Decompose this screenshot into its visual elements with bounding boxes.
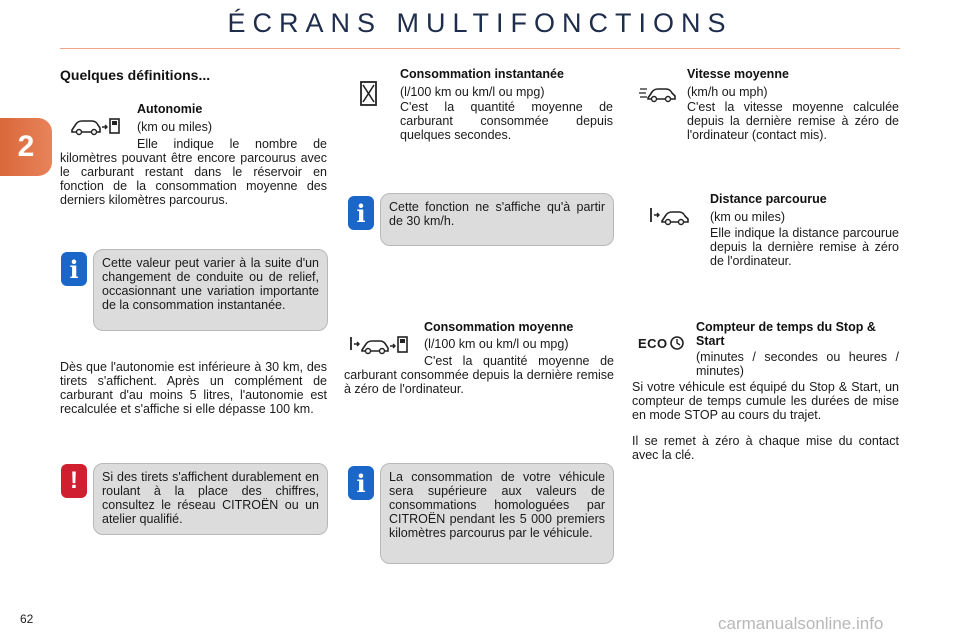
distance-description: Elle indique la distance parcourue depuis la dernière remise à zéro de l'ordinateur. xyxy=(710,226,899,268)
conso-moy-unit: (l/100 km ou km/l ou mpg) xyxy=(424,337,569,351)
conso-inst-unit: (l/100 km ou km/l ou mpg) xyxy=(400,85,545,99)
compteur-title: Compteur de temps du Stop & Start xyxy=(696,320,876,348)
average-consumption-icon xyxy=(348,334,412,356)
compteur-unit: (minutes / secondes ou heures / minutes) xyxy=(696,350,899,378)
autonomie-description: Elle indique le nombre de kilomètres pouvant être encore parcourus avec le carburant restant dans le réservoir en fonction de la consommation moyenne des derniers kilomètres parcourus. xyxy=(60,137,327,207)
chapter-tab: 2 xyxy=(0,118,52,176)
fuel-range-icon xyxy=(70,116,122,136)
eco-label: ECO xyxy=(638,335,668,351)
compteur-description: Si votre véhicule est équipé du Stop & Start, un compteur de temps cumule les durées de mise en mode STOP au cours du trajet. xyxy=(632,380,899,422)
header-divider xyxy=(60,48,900,49)
info-icon: i xyxy=(348,196,374,230)
clock-icon xyxy=(669,335,685,351)
vitesse-title: Vitesse moyenne xyxy=(687,67,789,81)
page-number: 62 xyxy=(20,612,34,626)
instant-consumption-icon xyxy=(359,80,379,108)
info-note-speed: Cette fonction ne s'affiche qu'à partir de 30 km/h. xyxy=(380,193,614,246)
autonomie-title: Autonomie xyxy=(137,102,203,116)
distance-icon xyxy=(648,205,690,227)
page-title: ÉCRANS MULTIFONCTIONS xyxy=(227,8,733,38)
distance-unit: (km ou miles) xyxy=(710,210,786,224)
vitesse-description: C'est la vitesse moyenne calculée depuis la dernière remise à zéro de l'ordinateur (contact mis). xyxy=(687,100,899,142)
vitesse-unit: (km/h ou mph) xyxy=(687,85,768,99)
info-icon: i xyxy=(348,466,374,500)
section-heading: Quelques définitions... xyxy=(60,67,211,83)
watermark: carmanualsonline.info xyxy=(718,614,884,633)
autonomie-unit: (km ou miles) xyxy=(137,120,213,134)
average-speed-icon xyxy=(638,83,678,103)
distance-title: Distance parcourue xyxy=(710,192,827,206)
conso-inst-description: C'est la quantité moyenne de carburant consommée depuis quelques secondes. xyxy=(400,100,613,142)
dashes-text: Dès que l'autonomie est inférieure à 30 km, des tirets s'affichent. Après un complément de carburant d'au moins 5 litres, l'autonomie est recalculée et s'affiche si elle dépasse 100 km. xyxy=(60,360,327,416)
stop-start-icon xyxy=(638,335,685,351)
warning-note: Si des tirets s'affichent durablement en roulant à la place des chiffres, consultez le réseau CITROËN ou un atelier qualifié. xyxy=(93,463,328,535)
info-note: Cette valeur peut varier à la suite d'un changement de conduite ou de relief, occasionnant une variation importante de la consommation instantanée. xyxy=(93,249,328,331)
conso-inst-title: Consommation instantanée xyxy=(400,67,564,81)
info-icon: i xyxy=(61,252,87,286)
info-note-consumption: La consommation de votre véhicule sera supérieure aux valeurs de consommations homologuées par CITROËN pendant les 5 000 premiers kilomètres parcourus par le véhicule. xyxy=(380,463,614,564)
warning-icon: ! xyxy=(61,464,87,498)
conso-moy-description: C'est la quantité moyenne de carburant consommée depuis la dernière remise à zéro de l'ordinateur. xyxy=(344,354,614,396)
conso-moy-title: Consommation moyenne xyxy=(424,320,574,334)
compteur-reset-text: Il se remet à zéro à chaque mise du contact avec la clé. xyxy=(632,434,899,462)
